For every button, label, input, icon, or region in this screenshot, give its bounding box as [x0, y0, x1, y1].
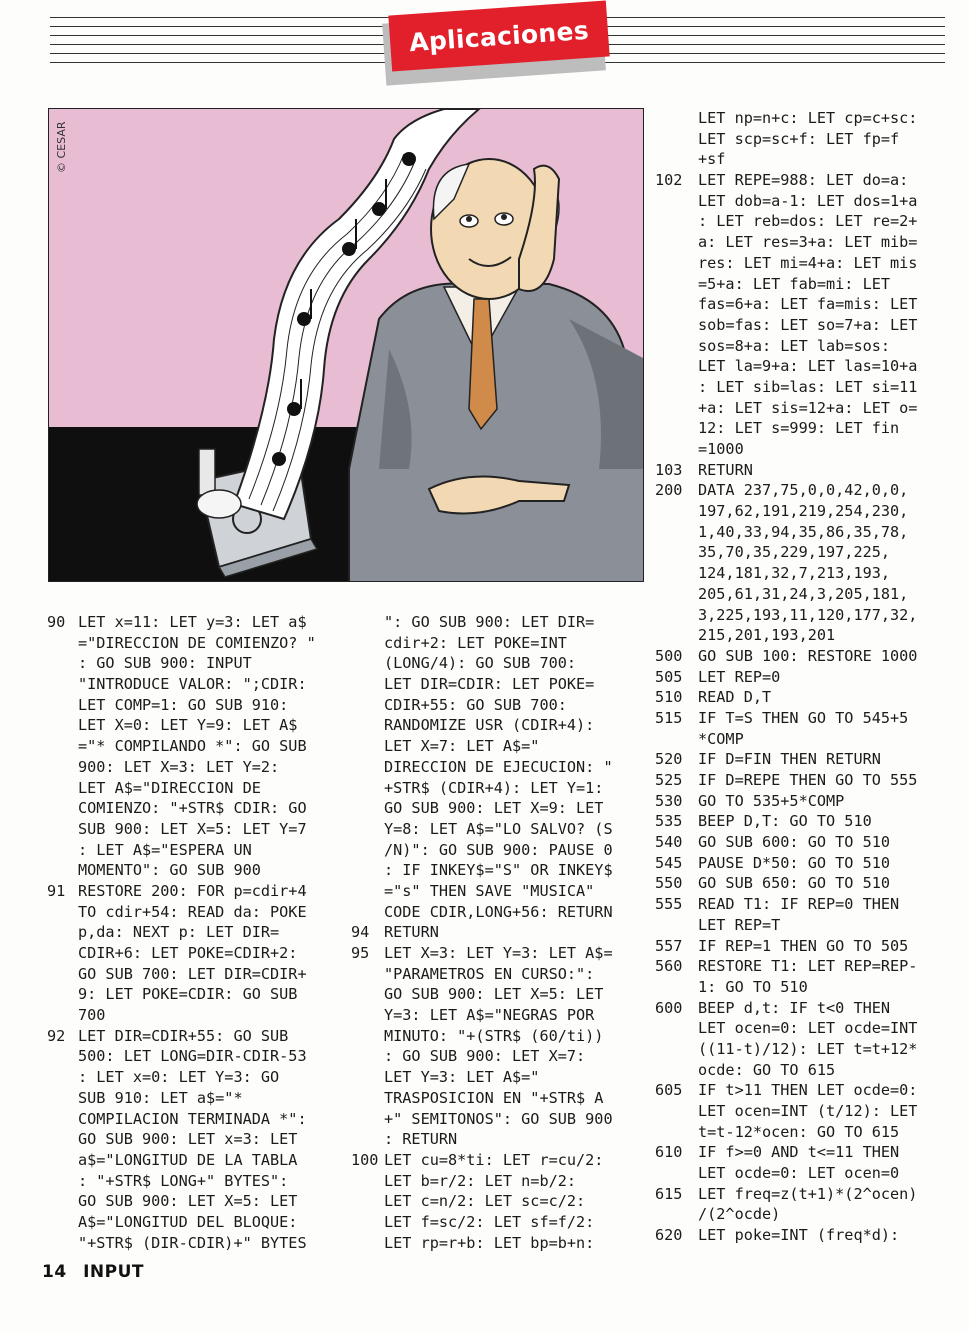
line-code: p,da: NEXT p: LET DIR=: [78, 923, 280, 942]
code-line: [655, 1018, 955, 1039]
line-code: =5+a: LET fab=mi: LET: [698, 274, 891, 293]
line-code: 197,62,191,219,254,230,: [698, 502, 909, 521]
line-code: GO SUB 900: LET X=5: LET: [384, 985, 604, 1004]
line-number: 620: [655, 1226, 683, 1245]
code-line: [47, 922, 347, 943]
code-line: [351, 1129, 651, 1150]
code-line: [47, 778, 347, 799]
line-code: 205,61,31,24,3,205,181,: [698, 584, 909, 603]
line-code: +sf: [698, 150, 726, 169]
code-line: [351, 674, 651, 695]
code-line: [655, 625, 955, 646]
line-code: 9: LET POKE=CDIR: GO SUB: [78, 985, 298, 1004]
line-code: ="DIRECCION DE COMIENZO? ": [78, 633, 316, 652]
code-line: [351, 819, 651, 840]
code-line: [351, 1109, 651, 1130]
code-line: [351, 1005, 651, 1026]
line-number: 90: [47, 613, 66, 631]
code-line: [351, 715, 651, 736]
line-code: LET Y=3: LET A$=": [384, 1068, 540, 1087]
code-line: [655, 522, 955, 543]
line-code: +a: LET sis=12+a: LET o=: [698, 398, 918, 417]
code-line: [351, 1171, 651, 1192]
code-line: [47, 902, 347, 923]
line-code: LET DIR=CDIR: LET POKE=: [384, 675, 595, 694]
code-line: [655, 1225, 955, 1246]
code-line: [655, 232, 955, 253]
line-number: 610: [655, 1143, 683, 1162]
line-code: 1: GO TO 510: [698, 977, 808, 996]
code-line: [655, 108, 955, 129]
line-number: 555: [655, 895, 683, 914]
page-number: 14: [42, 1262, 67, 1282]
line-code: 3,225,193,11,120,177,32,: [698, 605, 918, 624]
line-code: READ D,T: [698, 688, 772, 707]
line-code: BEEP D,T: GO TO 510: [698, 812, 872, 831]
line-code: fas=6+a: LET fa=mis: LET: [698, 295, 918, 314]
line-code: Y=3: LET A$="NEGRAS POR: [384, 1006, 595, 1025]
code-line: [47, 695, 347, 716]
line-code: A$="LONGITUD DEL BLOQUE:: [78, 1212, 298, 1231]
line-code: LET rp=r+b: LET bp=b+n:: [384, 1233, 595, 1252]
code-line: [655, 1122, 955, 1143]
code-line: [655, 542, 955, 563]
line-number: 95: [351, 944, 370, 962]
line-code: SUB 900: LET X=5: LET Y=7: [78, 819, 307, 838]
code-line: [47, 1067, 347, 1088]
line-code: 124,181,32,7,213,193,: [698, 564, 891, 583]
line-number: 525: [655, 771, 683, 789]
code-line: [351, 1212, 651, 1233]
line-code: GO SUB 900: LET X=5: LET: [78, 1192, 298, 1211]
code-line: [655, 501, 955, 522]
code-line: [351, 736, 651, 757]
code-line: [655, 398, 955, 419]
line-code: : LET sib=las: LET si=11: [698, 377, 918, 396]
code-line: [655, 480, 955, 501]
code-line: [351, 964, 651, 985]
code-line: [351, 1026, 651, 1047]
code-line: [655, 418, 955, 439]
code-line: [655, 687, 955, 708]
code-line: [655, 356, 955, 377]
code-line: [47, 860, 347, 881]
line-number: 94: [351, 923, 370, 942]
line-code: (LONG/4): GO SUB 700:: [384, 654, 577, 673]
line-code: IF D=FIN THEN RETURN: [698, 750, 881, 769]
line-code: RANDOMIZE USR (CDIR+4):: [384, 716, 595, 735]
line-code: : IF INKEY$="S" OR INKEY$: [384, 861, 613, 880]
code-line: [655, 1101, 955, 1122]
line-code: ="* COMPILANDO *": GO SUB: [78, 737, 307, 756]
code-line: [655, 336, 955, 357]
code-line: [351, 757, 651, 778]
code-line: [47, 612, 347, 633]
code-line: [47, 757, 347, 778]
line-code: =1000: [698, 440, 744, 458]
code-line: [47, 1191, 347, 1212]
code-line: [351, 653, 651, 674]
line-code: LET f=sc/2: LET sf=f/2:: [384, 1212, 595, 1231]
line-code: +STR$ (CDIR+4): LET Y=1:: [384, 778, 604, 797]
code-line: [655, 1080, 955, 1101]
line-code: LET A$="DIRECCION DE: [78, 778, 261, 797]
code-line: [47, 1150, 347, 1171]
code-line: [655, 646, 955, 667]
line-number: 515: [655, 708, 683, 727]
code-line: [351, 902, 651, 923]
code-line: [351, 1067, 651, 1088]
code-line: [351, 1233, 651, 1254]
page-footer: [42, 1262, 144, 1282]
code-column-left: [47, 612, 347, 1253]
code-line: [47, 1046, 347, 1067]
line-code: ((11-t)/12): LET t=t+12*: [698, 1039, 918, 1058]
code-line: [351, 633, 651, 654]
code-line: [655, 1060, 955, 1081]
line-code: IF f>=0 AND t<=11 THEN: [698, 1143, 900, 1162]
line-code: LET c=n/2: LET sc=c/2:: [384, 1192, 586, 1211]
code-line: [655, 294, 955, 315]
line-code: +" SEMITONOS": GO SUB 900: [384, 1109, 613, 1128]
line-code: PAUSE D*50: GO TO 510: [698, 853, 891, 872]
code-line: [47, 943, 347, 964]
line-code: "INTRODUCE VALOR: ";CDIR:: [78, 675, 307, 694]
code-line: [655, 191, 955, 212]
code-line: [47, 1129, 347, 1150]
line-code: RESTORE T1: LET REP=REP-: [698, 957, 918, 976]
line-code: LET x=11: LET y=3: LET a$: [78, 613, 307, 631]
line-code: SUB 910: LET a$="*: [78, 1088, 243, 1107]
code-line: [47, 633, 347, 654]
line-number: 557: [655, 936, 683, 955]
code-line: [47, 1109, 347, 1130]
line-code: IF t>11 THEN LET ocde=0:: [698, 1081, 918, 1100]
code-line: [655, 770, 955, 791]
line-code: *COMP: [698, 729, 744, 748]
code-line: [47, 964, 347, 985]
code-line: [655, 729, 955, 750]
line-number: 605: [655, 1081, 683, 1100]
magazine-name: INPUT: [83, 1262, 145, 1282]
line-number: 102: [655, 171, 683, 190]
line-code: LET REP=0: [698, 667, 781, 686]
code-line: [351, 695, 651, 716]
line-code: LET ocen=INT (t/12): LET: [698, 1102, 918, 1120]
code-line: [351, 984, 651, 1005]
code-line: [655, 274, 955, 295]
line-code: 700: [78, 1006, 106, 1025]
line-code: : LET A$="ESPERA UN: [78, 840, 252, 859]
line-code: ocde: GO TO 615: [698, 1060, 836, 1079]
code-line: [47, 840, 347, 861]
line-code: LET X=3: LET Y=3: LET A$=: [384, 944, 613, 962]
line-code: GO SUB 900: LET x=3: LET: [78, 1130, 298, 1149]
line-code: a: LET res=3+a: LET mib=: [698, 233, 918, 252]
line-number: 560: [655, 957, 683, 976]
line-number: 540: [655, 833, 683, 852]
line-code: COMIENZO: "+STR$ CDIR: GO: [78, 799, 307, 818]
line-code: GO SUB 600: GO TO 510: [698, 833, 891, 852]
code-line: [47, 1005, 347, 1026]
line-number: 520: [655, 750, 683, 769]
line-code: LET ocde=0: LET ocen=0: [698, 1164, 900, 1183]
code-line: [47, 819, 347, 840]
line-code: TO cdir+54: READ da: POKE: [78, 902, 307, 921]
line-code: LET scp=sc+f: LET fp=f: [698, 129, 900, 148]
code-line: [351, 943, 651, 964]
code-line: [351, 1088, 651, 1109]
line-code: GO SUB 100: RESTORE 1000: [698, 646, 918, 665]
line-code: MOMENTO": GO SUB 900: [78, 861, 261, 880]
line-code: : GO SUB 900: INPUT: [78, 654, 252, 673]
code-line: [47, 1233, 347, 1254]
line-code: sos=8+a: LET lab=sos:: [698, 336, 891, 355]
line-code: : LET reb=dos: LET re=2+: [698, 212, 918, 231]
code-line: [655, 998, 955, 1019]
line-number: 510: [655, 688, 683, 707]
code-line: [655, 584, 955, 605]
line-code: t=t-12*ocen: GO TO 615: [698, 1122, 900, 1141]
line-code: READ T1: IF REP=0 THEN: [698, 895, 900, 914]
code-line: [351, 612, 651, 633]
line-code: GO SUB 900: LET X=9: LET: [384, 799, 604, 818]
code-line: [47, 1212, 347, 1233]
line-number: 103: [655, 460, 683, 479]
line-code: LET dob=a-1: LET dos=1+a: [698, 191, 918, 210]
line-code: IF REP=1 THEN GO TO 505: [698, 936, 909, 955]
line-code: IF D=REPE THEN GO TO 555: [698, 771, 918, 789]
code-line: [655, 832, 955, 853]
line-code: Y=8: LET A$="LO SALVO? (S: [384, 819, 613, 838]
code-line: [47, 984, 347, 1005]
line-code: GO SUB 700: LET DIR=CDIR+: [78, 964, 307, 983]
code-line: [655, 1204, 955, 1225]
line-number: 100: [351, 1150, 379, 1169]
code-line: [655, 811, 955, 832]
code-column-middle: [351, 612, 651, 1253]
code-line: [47, 1171, 347, 1192]
line-code: LET poke=INT (freq*d):: [698, 1226, 900, 1245]
line-code: BEEP d,t: IF t<0 THEN: [698, 998, 891, 1017]
line-code: LET la=9+a: LET las=10+a: [698, 357, 918, 376]
line-code: cdir+2: LET POKE=INT: [384, 633, 567, 652]
code-line: [47, 798, 347, 819]
code-line: [47, 881, 347, 902]
line-code: DIRECCION DE EJECUCION: ": [384, 757, 613, 776]
code-line: [655, 1039, 955, 1060]
code-line: [655, 894, 955, 915]
line-code: res: LET mi=4+a: LET mis: [698, 253, 918, 272]
line-code: LET REP=T: [698, 915, 781, 934]
line-number: 200: [655, 481, 683, 500]
line-code: LET X=7: LET A$=": [384, 737, 540, 756]
code-line: [351, 881, 651, 902]
line-number: 92: [47, 1026, 66, 1045]
code-line: [351, 840, 651, 861]
code-line: [655, 315, 955, 336]
line-number: 615: [655, 1184, 683, 1203]
line-code: LET REPE=988: LET do=a:: [698, 171, 909, 190]
code-line: [655, 211, 955, 232]
line-code: CODE CDIR,LONG+56: RETURN: [384, 902, 613, 921]
line-code: ": GO SUB 900: LET DIR=: [384, 613, 595, 631]
illustration: [48, 108, 644, 582]
code-line: [655, 253, 955, 274]
line-code: "+STR$ (DIR-CDIR)+" BYTES: [78, 1233, 307, 1252]
line-code: RETURN: [384, 923, 439, 942]
line-number: 545: [655, 853, 683, 872]
line-code: LET np=n+c: LET cp=c+sc:: [698, 109, 918, 127]
code-line: [655, 1163, 955, 1184]
line-code: /(2^ocde): [698, 1205, 781, 1224]
line-code: 215,201,193,201: [698, 626, 836, 645]
section-title: Aplicaciones: [408, 15, 590, 57]
code-line: [655, 708, 955, 729]
code-line: [655, 149, 955, 170]
code-column-right: [655, 108, 955, 1246]
code-line: [655, 377, 955, 398]
code-line: [655, 791, 955, 812]
line-number: 500: [655, 646, 683, 665]
line-number: 535: [655, 812, 683, 831]
code-line: [655, 873, 955, 894]
code-line: [655, 563, 955, 584]
line-code: RETURN: [698, 460, 753, 479]
line-code: : RETURN: [384, 1130, 458, 1149]
code-line: [47, 736, 347, 757]
line-number: 91: [47, 881, 66, 900]
code-line: [655, 915, 955, 936]
code-line: [655, 956, 955, 977]
illustration-drawing: [49, 109, 644, 582]
artist-signature: © CESAR: [55, 121, 68, 173]
code-line: [655, 460, 955, 481]
code-line: [351, 778, 651, 799]
code-line: [47, 715, 347, 736]
code-line: [351, 860, 651, 881]
line-code: COMPILACION TERMINADA *":: [78, 1109, 307, 1128]
line-code: 35,70,35,229,197,225,: [698, 543, 891, 562]
line-code: /N)": GO SUB 900: PAUSE 0: [384, 840, 613, 859]
line-code: LET X=0: LET Y=9: LET A$: [78, 716, 298, 735]
code-line: [655, 1184, 955, 1205]
line-code: MINUTO: "+(STR$ (60/ti)): [384, 1026, 604, 1045]
line-number: 505: [655, 667, 683, 686]
line-code: 12: LET s=999: LET fin: [698, 419, 900, 438]
line-code: GO SUB 650: GO TO 510: [698, 874, 891, 893]
line-code: CDIR+55: GO SUB 700:: [384, 695, 567, 714]
code-line: [351, 1191, 651, 1212]
code-line: [655, 749, 955, 770]
line-code: LET b=r/2: LET n=b/2:: [384, 1171, 577, 1190]
line-code: : GO SUB 900: LET X=7:: [384, 1047, 586, 1066]
line-code: 900: LET X=3: LET Y=2:: [78, 757, 280, 776]
code-line: [47, 1026, 347, 1047]
code-line: [47, 653, 347, 674]
code-line: [655, 605, 955, 626]
line-code: 500: LET LONG=DIR-CDIR-53: [78, 1047, 307, 1066]
code-line: [351, 1150, 651, 1171]
code-line: [351, 922, 651, 943]
line-code: CDIR+6: LET POKE=CDIR+2:: [78, 944, 298, 962]
code-line: [655, 129, 955, 150]
code-line: [655, 936, 955, 957]
code-line: [655, 1142, 955, 1163]
line-code: LET DIR=CDIR+55: GO SUB: [78, 1026, 289, 1045]
line-code: : LET x=0: LET Y=3: GO: [78, 1068, 280, 1087]
code-line: [47, 1088, 347, 1109]
line-code: DATA 237,75,0,0,42,0,0,: [698, 481, 909, 500]
line-code: 1,40,33,94,35,86,35,78,: [698, 522, 909, 541]
code-line: [351, 798, 651, 819]
code-line: [655, 170, 955, 191]
line-code: GO TO 535+5*COMP: [698, 791, 845, 810]
line-code: : "+STR$ LONG+" BYTES":: [78, 1171, 289, 1190]
line-code: IF T=S THEN GO TO 545+5: [698, 708, 909, 727]
code-line: [655, 853, 955, 874]
line-code: LET freq=z(t+1)*(2^ocen): [698, 1184, 918, 1203]
line-code: LET ocen=0: LET ocde=INT: [698, 1019, 918, 1038]
line-code: TRASPOSICION EN "+STR$ A: [384, 1088, 604, 1107]
line-code: a$="LONGITUD DE LA TABLA: [78, 1150, 298, 1169]
code-line: [655, 439, 955, 460]
code-line: [655, 667, 955, 688]
section-tag: [380, 2, 612, 88]
line-code: sob=fas: LET so=7+a: LET: [698, 315, 918, 334]
code-line: [351, 1046, 651, 1067]
line-code: ="s" THEN SAVE "MUSICA": [384, 881, 595, 900]
code-line: [655, 977, 955, 998]
line-number: 600: [655, 998, 683, 1017]
line-number: 530: [655, 791, 683, 810]
line-code: LET COMP=1: GO SUB 910:: [78, 695, 289, 714]
line-number: 550: [655, 874, 683, 893]
line-code: LET cu=8*ti: LET r=cu/2:: [384, 1150, 604, 1169]
code-line: [47, 674, 347, 695]
line-code: RESTORE 200: FOR p=cdir+4: [78, 881, 307, 900]
line-code: "PARAMETROS EN CURSO:":: [384, 964, 595, 983]
